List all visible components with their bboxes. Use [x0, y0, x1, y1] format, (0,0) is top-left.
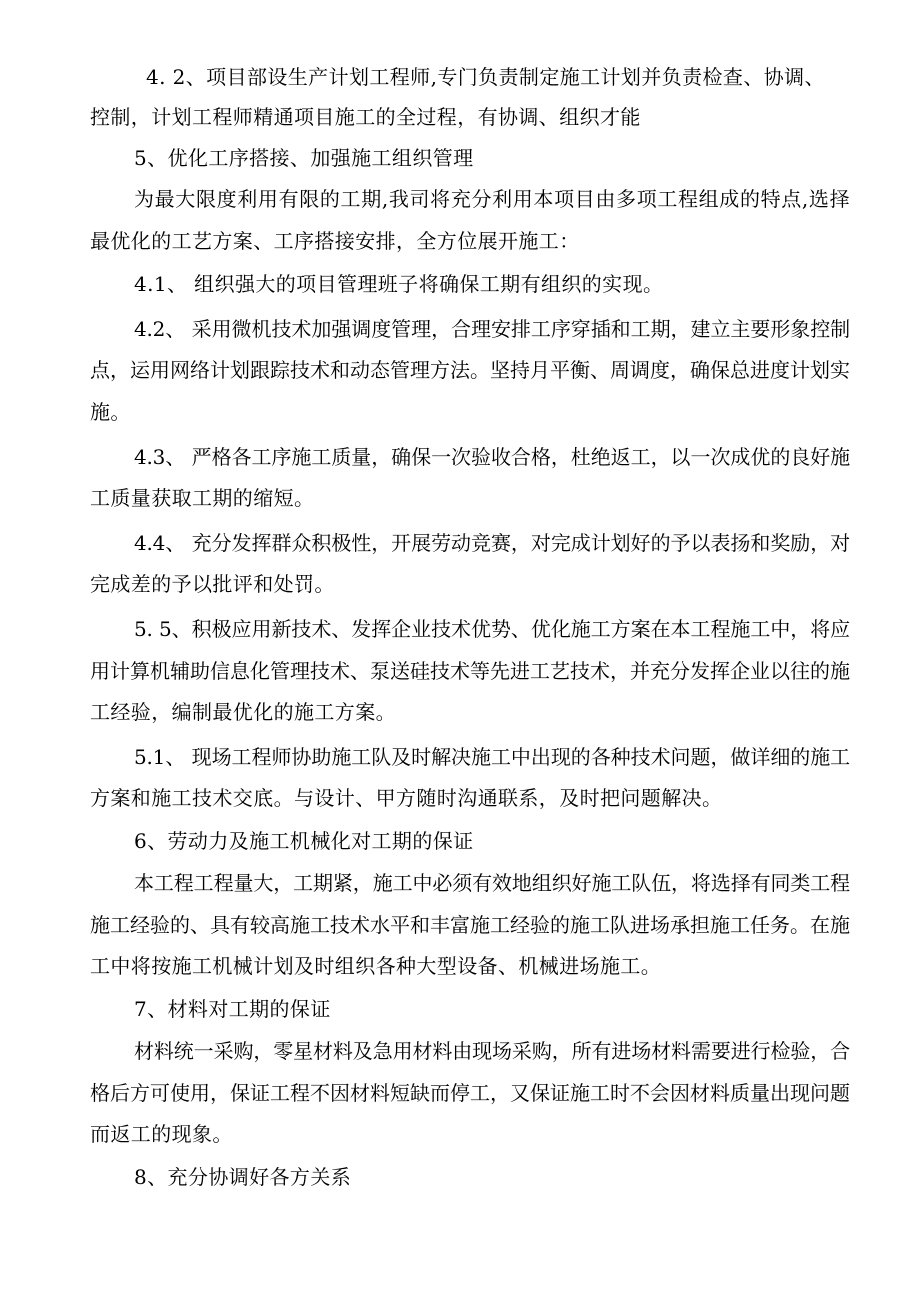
text-line: 而返工的现象。: [90, 1122, 233, 1146]
text-line: 5.1、 现场工程师协助施工队及时解决施工中出现的各种技术问题，做详细的施工: [134, 745, 850, 769]
text-line: 4.1、 组织强大的项目管理班子将确保工期有组织的实现。: [134, 272, 664, 296]
text-line: 工经验，编制最优化的施工方案。: [90, 700, 396, 724]
text-line: 工质量获取工期的缩短。: [90, 486, 315, 510]
text-line: 点，运用网络计划跟踪技术和动态管理方法。坚持月平衡、周调度，确保总进度计划实: [90, 358, 850, 382]
section-heading: 5、优化工序搭接、加强施工组织管理: [134, 146, 474, 170]
text-line: 方案和施工技术交底。与设计、甲方随时沟通联系，及时把问题解决。: [90, 786, 723, 810]
text-line: 本工程工程量大，工期紧，施工中必须有效地组织好施工队伍，将选择有同类工程: [134, 871, 850, 895]
text-line: 控制，计划工程师精通项目施工的全过程，有协调、组织才能: [90, 105, 641, 129]
text-line: 施工经验的、具有较高施工技术水平和丰富施工经验的施工队进场承担施工任务。在施: [90, 913, 850, 937]
section-heading: 7、材料对工期的保证: [134, 997, 331, 1021]
text-line: 4.3、 严格各工序施工质量，确保一次验收合格，杜绝返工，以一次成优的良好施: [134, 445, 850, 469]
text-line: 4.4、 充分发挥群众积极性，开展劳动竞赛，对完成计划好的予以表扬和奖励，对: [134, 531, 850, 555]
text-line: 格后方可使用，保证工程不因材料短缺而停工，又保证施工时不会因材料质量出现问题: [90, 1081, 850, 1105]
text-line: 工中将按施工机械计划及时组织各种大型设备、机械进场施工。: [90, 954, 662, 978]
text-line: 用计算机辅助信息化管理技术、泵送硅技术等先进工艺技术，并充分发挥企业以往的施: [90, 659, 850, 683]
text-line: 完成差的予以批评和处罚。: [90, 572, 335, 596]
text-line: 施。: [90, 400, 131, 424]
text-line: 4.2、 采用微机技术加强调度管理，合理安排工序穿插和工期，建立主要形象控制: [134, 317, 850, 341]
text-line: 5. 5、积极应用新技术、发挥企业技术优势、优化施工方案在本工程施工中，将应: [134, 617, 850, 641]
text-line: 材料统一采购，零星材料及急用材料由现场采购，所有进场材料需要进行检验，合: [134, 1039, 850, 1063]
section-heading: 8、充分协调好各方关系: [134, 1165, 352, 1189]
section-heading: 6、劳动力及施工机械化对工期的保证: [134, 829, 474, 853]
text-line: 为最大限度利用有限的工期,我司将充分利用本项目由多项工程组成的特点,选择: [134, 187, 850, 211]
text-line: 最优化的工艺方案、工序搭接安排，全方位展开施工：: [90, 229, 580, 253]
text-line: 4. 2、项目部设生产计划工程师,专门负责制定施工计划并负责检查、协调、: [146, 65, 825, 89]
